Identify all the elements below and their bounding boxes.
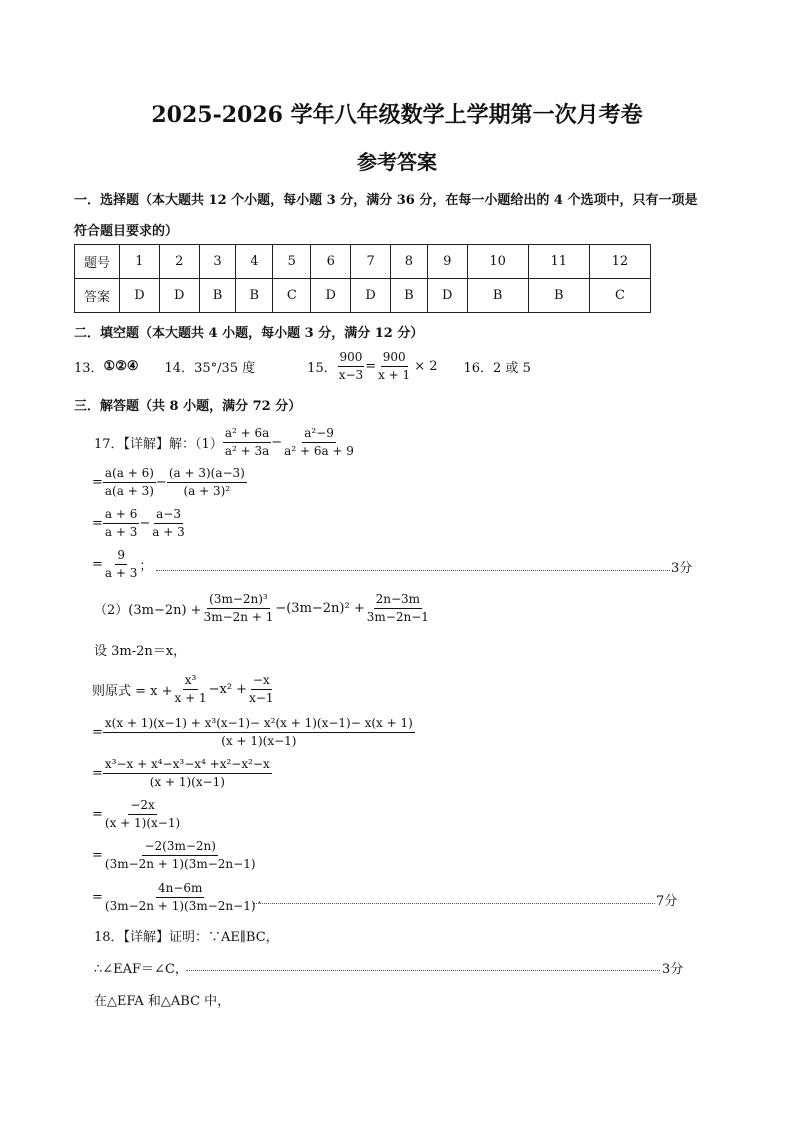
denominator: 3m−2n + 1	[203, 609, 274, 624]
table-cell: 12	[589, 245, 650, 279]
expression-middle: −(3m−2n)² +	[275, 600, 365, 616]
q15-tail: × 2	[414, 358, 438, 374]
numerator: x³	[183, 673, 199, 690]
table-cell: D	[351, 279, 391, 313]
table-cell: 2	[159, 245, 199, 279]
fraction	[103, 839, 258, 872]
table-cell: D	[120, 279, 160, 313]
q17-part2-label: （2）(3m−2n) +	[94, 602, 202, 618]
document-title: 2025-2026 学年八年级数学上学期第一次月考卷	[151, 102, 643, 128]
section1-heading-line1: 一．选择题（本大题共 12 个小题，每小题 3 分，满分 36 分，在每一小题给出的 4 个选项中，只有一项是	[74, 193, 698, 208]
semicolon: ；	[139, 558, 153, 574]
numerator: −x	[251, 673, 272, 690]
table-cell: 1	[120, 245, 160, 279]
fraction	[103, 507, 139, 540]
denominator: a² + 3a	[224, 443, 270, 458]
table-cell: 7	[351, 245, 391, 279]
table-cell: C	[273, 279, 311, 313]
numerator: x(x + 1)(x−1) + x³(x−1)− x²(x + 1)(x−1)− x(x + 1)	[103, 716, 415, 733]
denominator: 3m−2n−1	[366, 609, 429, 624]
q17-step-b2: = $\frac{\text{x³−x + x⁴−x³−x⁴ +x²−x²−x}}{(x + 1)(x-1)}$	[92, 756, 270, 789]
table-cell: B	[199, 279, 236, 313]
table-cell: 11	[528, 245, 589, 279]
fill-blank-answers	[74, 349, 531, 383]
q13-label: 13．	[74, 360, 104, 376]
score-label: 3分	[671, 561, 693, 576]
denominator: (x + 1)(x−1)	[221, 733, 297, 748]
q17-step-b4: = $\frac{-2(3m-2n)}{(3m-2n + 1)(3m-2n-1)}$	[92, 838, 256, 871]
fraction	[282, 426, 356, 459]
answer-table	[74, 244, 651, 313]
denominator: x−1	[249, 690, 274, 705]
expression-prefix: 则原式 = x +	[92, 683, 173, 699]
denominator: (x + 1)(x−1)	[149, 774, 225, 789]
q15-fraction-left	[337, 350, 365, 383]
numerator: a² + 6a	[223, 426, 271, 443]
table-cell: 8	[391, 245, 428, 279]
fraction	[365, 592, 431, 625]
table-cell: C	[589, 279, 650, 313]
numerator: 900	[381, 350, 408, 367]
denominator: a + 3	[104, 565, 138, 580]
numerator: a + 6	[103, 507, 139, 524]
q17-step2: = $\frac{a(a + 6)}{a(a + 3)}$ − $\frac{(a + 3)(a-3)}{\text{(a + 3)²}}$	[92, 465, 245, 498]
fraction	[103, 881, 258, 914]
q17-step4: = $\frac{9}{a + 3}$ ；	[92, 547, 153, 580]
denominator: a + 3	[152, 524, 185, 539]
table-cell: B	[467, 279, 528, 313]
table-header-cell: 答案	[75, 279, 120, 313]
denominator: a + 3	[104, 524, 138, 539]
fraction	[223, 426, 271, 459]
score-leader-dots	[254, 903, 655, 904]
table-cell: D	[311, 279, 351, 313]
fraction	[103, 548, 139, 581]
expression-middle: −x² +	[208, 681, 248, 697]
denominator: (x + 1)(x−1)	[104, 815, 181, 830]
table-cell: 10	[467, 245, 528, 279]
document-subtitle: 参考答案	[357, 150, 437, 174]
table-row-answers	[75, 279, 651, 313]
denominator: (3m−2n + 1)(3m−2n−1)	[104, 856, 256, 871]
q15-label: 15．	[307, 360, 337, 376]
q18-step1: ∴∠EAF＝∠C，	[94, 962, 188, 977]
numerator: (3m−2n)³	[207, 592, 270, 609]
fraction	[173, 673, 209, 706]
numerator: a²−9	[302, 426, 336, 443]
table-cell: B	[391, 279, 428, 313]
denominator: a² + 6a + 9	[284, 443, 354, 458]
denominator: (3m−2n + 1)(3m−2n−1)	[104, 898, 256, 913]
numerator: 2n−3m	[374, 592, 422, 609]
denominator: a(a + 3)	[104, 483, 154, 498]
section3-heading: 三．解答题（共 8 小题，满分 72 分）	[74, 399, 302, 414]
q17-step-b3: = $\frac{-2x}{(x + 1)(x-1)}$	[92, 797, 181, 830]
table-header-cell: 题号	[75, 245, 120, 279]
fraction	[103, 757, 272, 790]
score-leader-dots	[186, 970, 660, 971]
table-cell: 4	[236, 245, 273, 279]
table-cell: 3	[199, 245, 236, 279]
q17-part2-line	[94, 588, 431, 628]
q14-answer: 35°/35 度	[194, 360, 256, 376]
fraction	[103, 466, 156, 499]
denominator: (a + 3)²	[183, 483, 231, 498]
q17-step3: = $\frac{a + 6}{a + 3}$ − $\frac{a-3}{a + 3}$	[92, 506, 185, 539]
equals-sign: =	[365, 358, 377, 374]
score-label: 3分	[662, 962, 684, 977]
substitution-line: 设 3m-2n＝x，	[94, 644, 187, 659]
fraction	[202, 592, 276, 625]
numerator: (a + 3)(a−3)	[167, 466, 247, 483]
numerator: 4n−6m	[156, 881, 204, 898]
numerator: 900	[338, 350, 365, 367]
fraction	[167, 466, 247, 499]
q18-intro: 18．【详解】证明：∵AE∥BC，	[94, 930, 279, 945]
numerator: x³−x + x⁴−x³−x⁴ +x²−x²−x	[103, 757, 272, 774]
fraction	[103, 716, 415, 749]
q17-original-expression	[92, 668, 276, 710]
q16-label: 16．	[463, 360, 494, 376]
section2-heading: 二．填空题（本大题共 4 小题，每小题 3 分，满分 12 分）	[74, 326, 424, 341]
q15-fraction-right	[376, 350, 412, 383]
fraction	[150, 507, 186, 540]
numerator: −2(3m−2n)	[142, 839, 217, 856]
table-cell: D	[159, 279, 199, 313]
table-cell: B	[528, 279, 589, 313]
score-leader-dots	[156, 570, 670, 571]
q14-label: 14．	[164, 360, 195, 376]
q17-intro: 17．【详解】解：（1）	[94, 436, 223, 452]
table-cell: D	[427, 279, 467, 313]
fraction	[103, 798, 182, 831]
table-row-numbers	[75, 245, 651, 279]
q16-answer: 2 或 5	[493, 360, 531, 376]
q17-part1-line: 17．【详解】解：（1） $\frac{\text{a² + 6a}}{\text{a² + 3a}}$ − $\frac{\text{a²−9}}{\text{a² + 6a + 9}}$	[94, 425, 354, 458]
q18-step2: 在△EFA 和△ABC 中，	[94, 994, 231, 1009]
score-label: 7分	[656, 894, 678, 909]
q17-step-b5: = $\frac{4n-6m}{(3m-2n + 1)(3m-2n-1)}$ ．	[92, 880, 271, 913]
denominator: x−3	[338, 367, 364, 382]
table-cell: 9	[427, 245, 467, 279]
numerator: −2x	[128, 798, 156, 815]
q17-step-b1: = $\frac{\text{x(x + 1)(x−1) + x³(x−1)− x²(x + 1)(x−1)− x(x + 1)}}{(x + 1)(x-1)}$	[92, 715, 413, 748]
section1-heading-line2: 符合题目要求的）	[74, 224, 179, 239]
numerator: 9	[115, 548, 127, 565]
q13-answer: ①②④	[103, 358, 139, 374]
numerator: a(a + 6)	[103, 466, 156, 483]
denominator: x + 1	[378, 367, 411, 382]
table-cell: B	[236, 279, 273, 313]
numerator: a−3	[154, 507, 183, 524]
denominator: x + 1	[174, 690, 207, 705]
fraction	[247, 673, 275, 706]
table-cell: 6	[311, 245, 351, 279]
table-cell: 5	[273, 245, 311, 279]
